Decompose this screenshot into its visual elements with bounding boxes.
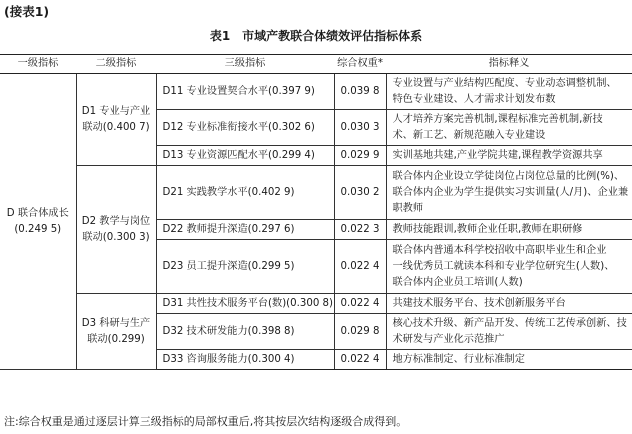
continuation-label: (接表1) — [4, 4, 50, 19]
description-cell — [386, 240, 632, 294]
description-line: 地方标准制定、行业标准制定 — [392, 353, 525, 365]
level2-cell — [76, 74, 156, 166]
level3-cell: D31 共性技术服务平台(数)(0.300 8) — [156, 294, 334, 314]
description-line: 共建技术服务平台、技术创新服务平台 — [392, 297, 566, 309]
level2-name-line2: 联动(0.299) — [87, 333, 145, 345]
header-description: 指标释义 — [386, 55, 632, 74]
weight-cell: 0.029 8 — [334, 314, 386, 350]
description-line: 术研发与产业化示范推广 — [392, 333, 505, 345]
level3-cell: D23 员工提升深造(0.299 5) — [156, 240, 334, 294]
level2-cell — [76, 294, 156, 370]
description-line: 实训基地共建,产业学院共建,课程教学资源共享 — [392, 149, 603, 161]
description-line: 特色专业建设、人才需求计划发布数 — [392, 93, 556, 105]
header-level2: 二级指标 — [76, 55, 156, 74]
description-cell — [386, 220, 632, 240]
weight-cell: 0.029 9 — [334, 146, 386, 166]
header-row — [0, 55, 632, 74]
level3-cell: D12 专业标准衔接水平(0.302 6) — [156, 110, 334, 146]
weight-cell: 0.022 4 — [334, 294, 386, 314]
level3-cell: D21 实践教学水平(0.402 9) — [156, 166, 334, 220]
description-cell — [386, 294, 632, 314]
description-line: 联合体内企业为学生提供实习实训量(人/月)、企业兼 — [392, 186, 629, 198]
weight-cell: 0.022 4 — [334, 240, 386, 294]
header-level3: 三级指标 — [156, 55, 334, 74]
header-weight: 综合权重* — [334, 55, 386, 74]
level2-name-line2: 联动(0.400 7) — [82, 121, 150, 133]
indicator-table — [0, 54, 632, 370]
weight-cell: 0.030 2 — [334, 166, 386, 220]
description-line: 一线优秀员工就读本科和专业学位研究生(人数)、 — [392, 260, 615, 272]
description-line: 联合体内企业设立学徒岗位占岗位总量的比例(%)、 — [392, 170, 625, 182]
description-line: 教师技能跟训,教师企业任职,教师在职研修 — [392, 223, 583, 235]
table-title: 表1 市域产教联合体绩效评估指标体系 — [209, 29, 423, 43]
level1-weight: (0.249 5) — [14, 223, 62, 235]
description-cell — [386, 110, 632, 146]
level3-cell: D32 技术研发能力(0.398 8) — [156, 314, 334, 350]
description-line: 专业设置与产业结构匹配度、专业动态调整机制、 — [392, 77, 617, 89]
description-line: 人才培养方案完善机制,课程标准完善机制,新技 — [392, 113, 603, 125]
description-cell — [386, 74, 632, 110]
header-level1: 一级指标 — [0, 55, 76, 74]
description-line: 联合体内企业员工培训(人数) — [392, 276, 523, 288]
weight-cell: 0.039 8 — [334, 74, 386, 110]
description-cell — [386, 314, 632, 350]
description-line: 联合体内普通本科学校招收中高职毕业生和企业 — [392, 244, 607, 256]
description-line: 职教师 — [392, 202, 424, 214]
table-row — [0, 166, 632, 220]
weight-cell: 0.022 3 — [334, 220, 386, 240]
weight-cell: 0.022 4 — [334, 350, 386, 370]
level1-name: D 联合体成长 — [6, 207, 69, 219]
level2-name: D1 专业与产业 — [81, 105, 151, 117]
table-row — [0, 74, 632, 110]
level2-name: D2 教学与岗位 — [81, 215, 151, 227]
level2-cell — [76, 166, 156, 294]
level3-cell: D13 专业资源匹配水平(0.299 4) — [156, 146, 334, 166]
level2-name: D3 科研与生产 — [81, 317, 151, 329]
description-line: 术、新工艺、新规范融入专业建设 — [392, 129, 546, 141]
level3-cell: D11 专业设置契合水平(0.397 9) — [156, 74, 334, 110]
description-cell — [386, 350, 632, 370]
table-row — [0, 294, 632, 314]
level1-cell — [0, 74, 76, 370]
description-cell — [386, 146, 632, 166]
weight-cell: 0.030 3 — [334, 110, 386, 146]
table-note: 注:综合权重是通过逐层计算三级指标的局部权重后,将其按层次结构逐级合成得到。 — [4, 415, 408, 428]
description-cell — [386, 166, 632, 220]
level2-name-line2: 联动(0.300 3) — [82, 231, 150, 243]
description-line: 核心技术升级、新产品开发、传统工艺传承创新、技 — [392, 317, 627, 329]
level3-cell: D22 教师提升深造(0.297 6) — [156, 220, 334, 240]
level3-cell: D33 咨询服务能力(0.300 4) — [156, 350, 334, 370]
